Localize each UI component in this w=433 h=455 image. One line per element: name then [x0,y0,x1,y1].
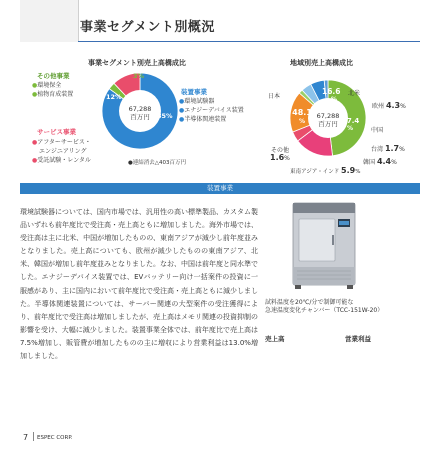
region-center-value: 67,288 [316,112,340,120]
list-item: ●半導体関連装置 [179,116,227,123]
equipment-segment-list [179,97,244,124]
region-value-china: 17.4 % [342,117,360,132]
segment-pie-center [121,105,159,121]
region-value-north-america: 16.6 [322,87,341,96]
other-segment-list [32,81,73,99]
title-rule [78,41,420,42]
photo-caption-line-2: 急速温度変化チャンバー（TCC-151W-20） [265,307,384,314]
profit-chart-title: 営業利益 [345,335,371,343]
list-item: ●植物育成装置 [32,91,74,98]
company-name: ESPEC CORP. [37,435,73,441]
region-value-japan: 48.1 % [292,108,312,125]
equipment-segment-label: 装置事業 [181,88,207,96]
photo-caption [265,299,383,315]
region-label-japan: 日本 [268,93,281,100]
page-number: 7 [23,433,29,442]
region-label-sea-india: 東南アジア・インド 5.9% [290,166,361,175]
profit-bar-chart [342,344,424,416]
section-header [20,183,420,194]
segment-center-unit: 百万円 [130,113,150,121]
region-label-europe: 欧州 4.3% [372,101,406,110]
region-label-korea: 韓国 4.4% [363,157,397,166]
sales-chart-title: 売上高 [265,335,285,343]
region-label-china: 中国 [371,127,384,134]
sales-bar-chart [262,344,344,416]
section-header-text: 装置事業 [207,184,233,192]
list-item: ●エナジーデバイス装置 [179,107,244,114]
section-body: 環境試験器については、国内市場では、汎用性の高い標準製品、カスタム製品いずれも前年度比で受注高・売上高ともに増加しました。海外市場では、受注高は主に北米、中国が増加したものの、東南アジアが減少し前年度並みとなりました。売上高についても、欧州が減少したものの東南アジア、北米、韓国が増加し前年度並みとなりました。なお、中国は前年度と同水準でした。エナジーデバイス装置では、EVバッテリー向け一括案件の投資に一服感があり、主に国内において前年度比で受注高・売上高ともに減少しました。半導体関連装置については、サーバー関連の大型案件の受注獲得により、前年度比で受注高は増加しましたが、売上高はメモリ関連の投資抑制の影響を受け、大幅に減少しました。装置事業全体では、前年度比で売上高は7.5%増加し、販管費が増加したものの主に増収により営業利益は13.0%増加しました。 [20,208,258,361]
photo-caption-line-1: 試料温度を20℃/分で制御可能な [265,299,354,306]
segment-slice-label-service: 12% [106,93,122,101]
region-label-north-america: 北米 [348,90,361,97]
region-label-taiwan: 台湾 1.7% [371,144,405,153]
segment-slice-label-other: 3% [133,72,145,80]
segment-note: ●連結消去△403百万円 [128,160,187,166]
title-tab [20,0,79,42]
list-item: ●環境保全 [32,82,62,89]
region-value-other: 1.6% [270,153,290,162]
segment-center-value: 67,288 [128,105,152,113]
footer-separator [33,432,34,441]
list-item: ●環境試験器 [179,98,215,105]
service-segment-label: サービス事業 [37,128,76,136]
segment-slice-label-equipment: 85% [157,112,173,120]
list-item: ●受託試験・レンタル [32,157,91,164]
other-segment-label: その他事業 [37,72,70,80]
list-item: ●アフターサービス・ [32,139,91,146]
region-label-other: その他 [271,147,290,154]
service-segment-list [32,138,91,165]
page-title: 事業セグメント別概況 [80,20,215,35]
list-item: エンジニアリング [39,148,87,155]
product-photo [275,197,372,292]
region-center-unit: 百万円 [318,120,338,128]
region-pie-title: 地域別売上高構成比 [290,59,353,67]
segment-pie-title: 事業セグメント別売上高構成比 [88,59,186,67]
region-pct-north-america: % [331,96,338,103]
